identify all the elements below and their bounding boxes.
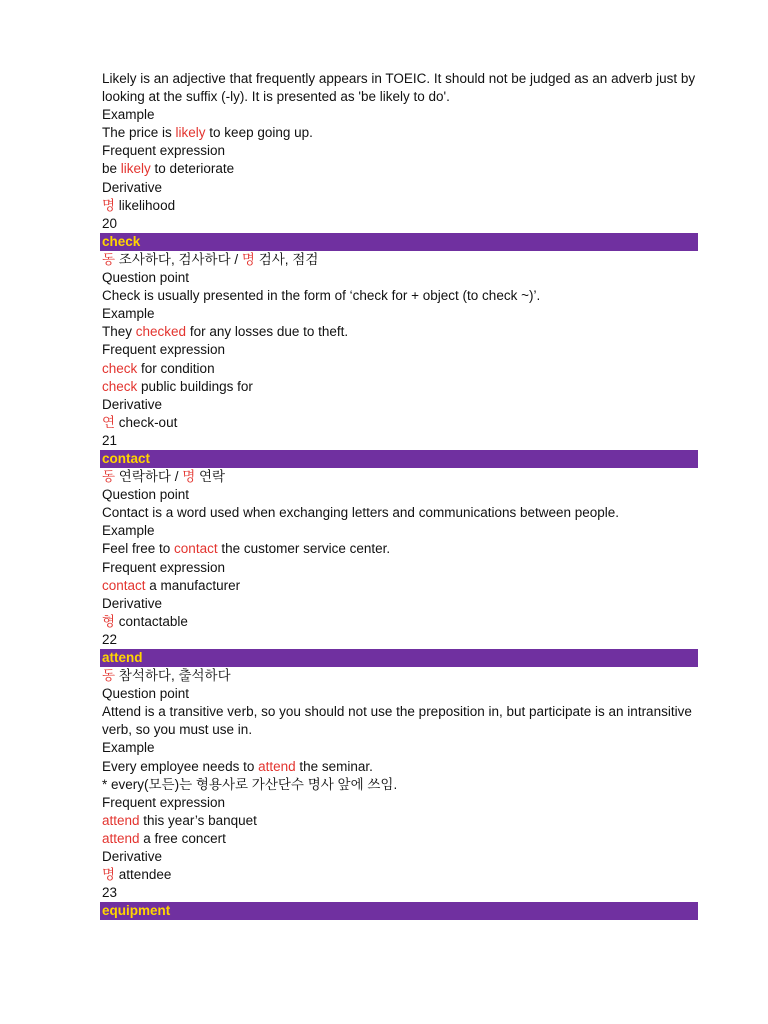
highlighted-term: attend [258, 758, 296, 774]
text-span: They [102, 324, 136, 340]
text-span: 참석하다, 출석하다 [115, 668, 231, 684]
body-text [100, 812, 698, 830]
body-text [100, 758, 698, 776]
section-label: Derivative [102, 849, 163, 865]
vocabulary-document [100, 70, 698, 920]
part-of-speech-tag: 형 [102, 613, 116, 629]
body-text: Contact is a word used when exchanging letters and communications between people. [102, 505, 620, 521]
entry-number: 20 [102, 215, 118, 231]
part-of-speech-tag: 동 [102, 469, 116, 485]
highlighted-term: checked [135, 324, 187, 340]
body-text [100, 124, 698, 142]
section-label: Example [102, 523, 155, 539]
text-span: the seminar. [295, 758, 373, 774]
body-text [100, 323, 698, 341]
body-text: Check is usually presented in the form of ‘check for + object (to check ~)’. [102, 288, 541, 304]
text-span: 검사, 점검 [254, 251, 319, 267]
section-label: Question point [102, 686, 190, 702]
body-text: Attend is a transitive verb, so you should not use the preposition in, but participate is an intransitive verb, so you must use in. [102, 704, 692, 738]
part-of-speech-tag: 명 [241, 251, 255, 267]
body-text [100, 540, 698, 558]
section-label: Derivative [102, 595, 163, 611]
text-span: this year’s banquet [139, 812, 257, 828]
body-text [100, 667, 698, 685]
text-span: a free concert [139, 830, 226, 846]
entry-number: 23 [102, 885, 118, 901]
text-span: The price is [102, 125, 176, 141]
body-text [100, 360, 698, 378]
entry-word: contact [100, 450, 698, 468]
body-text [100, 866, 698, 884]
body-text [100, 251, 698, 269]
part-of-speech-tag: 동 [102, 668, 116, 684]
highlighted-term: likely [175, 125, 206, 141]
text-span: 연락하다 / [115, 469, 183, 485]
body-text [100, 160, 698, 178]
entry-number: 22 [102, 631, 118, 647]
text-span: attendee [115, 867, 172, 883]
body-text [100, 830, 698, 848]
part-of-speech-tag: 연 [102, 414, 116, 430]
body-text [100, 414, 698, 432]
text-span: for any losses due to theft. [186, 324, 349, 340]
body-text: Likely is an adjective that frequently appears in TOEIC. It should not be judged as an adverb just by looking at the suffix (-ly). It is presented as 'be likely to do'. [102, 71, 696, 105]
text-span: 조사하다, 검사하다 / [115, 251, 242, 267]
section-label: Question point [102, 487, 190, 503]
body-text [100, 378, 698, 396]
section-label: Example [102, 740, 155, 756]
text-span: for condition [137, 360, 215, 376]
text-span: the customer service center. [217, 541, 391, 557]
highlighted-term: likely [120, 161, 151, 177]
highlighted-term: contact [102, 577, 146, 593]
text-span: contactable [115, 613, 188, 629]
body-text: * every(모든)는 형용사로 가산단수 명사 앞에 쓰임. [102, 776, 398, 792]
section-label: Frequent expression [102, 559, 226, 575]
part-of-speech-tag: 명 [102, 867, 116, 883]
text-span: Feel free to [102, 541, 175, 557]
text-span: to keep going up. [205, 125, 313, 141]
entry-word: equipment [100, 902, 698, 920]
section-label: Derivative [102, 396, 163, 412]
section-label: Frequent expression [102, 342, 226, 358]
text-span: public buildings for [137, 378, 253, 394]
part-of-speech-tag: 동 [102, 251, 116, 267]
text-span: 연락 [195, 469, 226, 485]
text-span: check-out [115, 414, 178, 430]
section-label: Frequent expression [102, 794, 226, 810]
text-span: a manufacturer [145, 577, 241, 593]
section-label: Example [102, 306, 155, 322]
section-label: Derivative [102, 179, 163, 195]
section-label: Example [102, 107, 155, 123]
entry-word: attend [100, 649, 698, 667]
highlighted-term: contact [174, 541, 218, 557]
entry-number: 21 [102, 432, 118, 448]
section-label: Question point [102, 270, 190, 286]
highlighted-term: check [102, 360, 138, 376]
highlighted-term: check [102, 378, 138, 394]
text-span: Every employee needs to [102, 758, 259, 774]
part-of-speech-tag: 명 [102, 197, 116, 213]
body-text [100, 468, 698, 486]
body-text [100, 613, 698, 631]
text-span: likelihood [115, 197, 176, 213]
body-text [100, 577, 698, 595]
body-text [100, 197, 698, 215]
section-label: Frequent expression [102, 143, 226, 159]
text-span: to deteriorate [150, 161, 235, 177]
part-of-speech-tag: 명 [182, 469, 196, 485]
text-span: be [102, 161, 121, 177]
highlighted-term: attend [102, 830, 140, 846]
entry-word: check [100, 233, 698, 251]
highlighted-term: attend [102, 812, 140, 828]
